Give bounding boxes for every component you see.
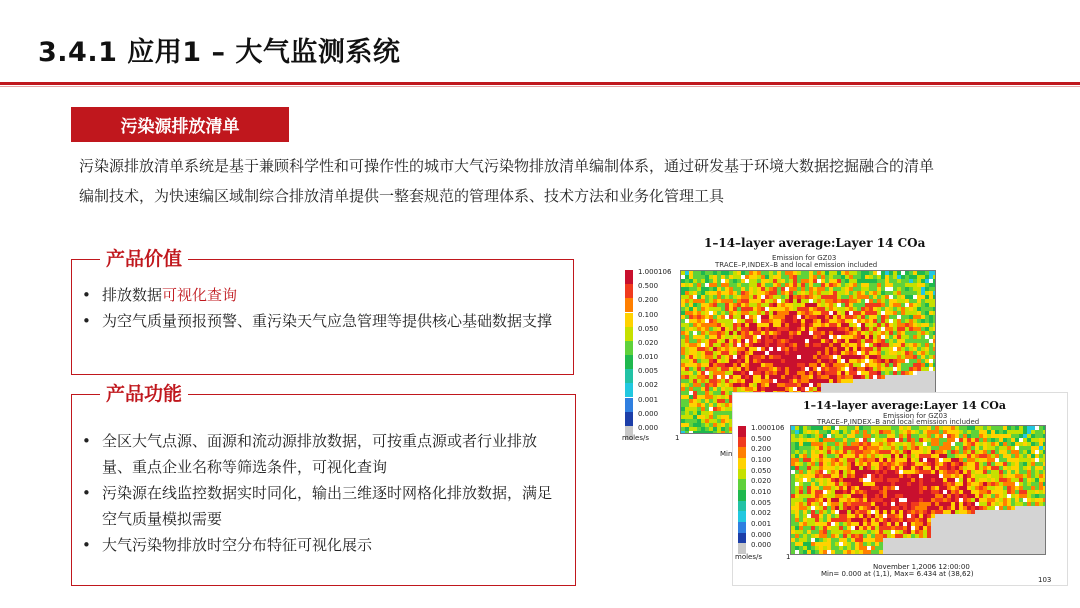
- map-subtitle: Emission for GZ03: [883, 412, 948, 420]
- product-value-list: [78, 282, 564, 334]
- legend-swatch: [625, 398, 633, 412]
- list-item-text: 排放数据: [102, 286, 163, 304]
- legend-swatch: [625, 341, 633, 355]
- legend-label: 0.000: [751, 541, 772, 550]
- legend-swatch: [625, 383, 633, 397]
- legend-swatch: [738, 426, 746, 437]
- legend-label: 0.005: [638, 367, 659, 376]
- axis-label: 1: [675, 434, 680, 442]
- legend-swatch: [625, 412, 633, 426]
- list-item-text: 全区大气点源、面源和流动源排放数据，可按重点源或者行业排放量、重点企业名称等筛选条件，可视化查询: [102, 432, 538, 476]
- legend-label: 0.000: [638, 409, 659, 418]
- legend-label: 1.000106: [751, 424, 785, 432]
- list-item-text: 大气污染物排放时空分布特征可视化展示: [102, 536, 373, 554]
- list-item: [78, 480, 564, 532]
- legend-unit: moles/s: [622, 434, 650, 442]
- legend-unit: moles/s: [735, 553, 763, 561]
- legend-swatch: [625, 327, 633, 341]
- map-subtitle: TRACE–P,INDEX–B and local emission included: [817, 418, 980, 426]
- legend-swatch: [738, 447, 746, 458]
- list-item-text: 污染源在线监控数据实时同化，输出三维逐时网格化排放数据，满足空气质量模拟需要: [102, 484, 553, 528]
- emission-cells: [791, 426, 1045, 554]
- axis-label: 1: [786, 553, 791, 561]
- bullet-icon: •: [82, 484, 91, 502]
- list-item: [78, 532, 564, 558]
- legend-label: 0.002: [751, 509, 772, 518]
- title-divider: [0, 82, 1080, 85]
- legend-label: 0.500: [751, 434, 772, 443]
- legend-swatch: [738, 511, 746, 522]
- legend-swatch: [738, 437, 746, 448]
- legend-swatch: [625, 270, 633, 284]
- legend-label: 0.020: [638, 338, 659, 347]
- map-subtitle: TRACE–P,INDEX–B and local emission included: [715, 261, 878, 269]
- map-subtitle: Emission for GZ03: [772, 254, 837, 262]
- intro-line-1: 污染源排放清单系统是基于兼顾科学性和可操作性的城市大气污染物排放清单编制体系，通过研发基于环境大数据挖掘融合的清单: [79, 157, 935, 175]
- list-item: [78, 308, 564, 334]
- legend-swatch: [625, 369, 633, 383]
- legend-label: 0.010: [751, 488, 772, 496]
- legend-swatch: [738, 533, 746, 544]
- legend-label: 0.002: [638, 381, 659, 390]
- axis-label: Min: [720, 450, 733, 458]
- emission-grid-image: [790, 425, 1046, 555]
- map-footer-minmax: Min= 0.000 at (1,1), Max= 6.434 at (38,62): [821, 570, 974, 578]
- emission-grid-svg: [791, 426, 1045, 554]
- legend-label: 0.001: [638, 395, 659, 404]
- intro-line-2: 编制技术，为快速编区域制综合排放清单提供一整套规范的管理体系、技术方法和业务化管理工具: [79, 187, 725, 205]
- legend-label: 0.000: [751, 530, 772, 539]
- product-value-title: 产品价值: [100, 245, 188, 273]
- legend-swatch: [738, 490, 746, 501]
- legend-label: 0.005: [751, 498, 772, 507]
- bullet-icon: •: [82, 536, 91, 554]
- list-item: [78, 282, 564, 308]
- legend-label: 0.200: [751, 445, 772, 454]
- legend-label: 0.050: [638, 324, 659, 333]
- list-item-text: 为空气质量预报预警、重污染天气应急管理等提供核心基础数据支撑: [102, 312, 553, 330]
- product-function-list: [78, 428, 564, 558]
- legend-swatch: [738, 469, 746, 480]
- map-title: 1–14–layer average:Layer 14 COa: [803, 399, 1006, 412]
- legend-label: 0.010: [638, 353, 659, 361]
- axis-label: 103: [1038, 576, 1052, 584]
- legend-swatch: [625, 298, 633, 312]
- legend-label: 0.001: [751, 520, 772, 528]
- product-value-box: [71, 248, 574, 375]
- page-title: 3.4.1 应用1 – 大气监测系统: [38, 37, 401, 68]
- legend-label: 0.500: [638, 282, 659, 291]
- legend-label: 1.000106: [638, 268, 672, 276]
- emission-map-2: [733, 393, 1067, 585]
- legend-swatch: [738, 522, 746, 533]
- bullet-icon: •: [82, 312, 91, 330]
- legend-label: 0.000: [638, 423, 659, 432]
- legend-label: 0.050: [751, 466, 772, 475]
- map-title: 1–14–layer average:Layer 14 COa: [704, 236, 926, 250]
- section-tag: 污染源排放清单: [71, 107, 289, 142]
- list-item-highlight: 可视化查询: [162, 286, 238, 304]
- title-divider-shadow: [0, 86, 1080, 87]
- legend-swatch: [625, 284, 633, 298]
- legend-swatch: [738, 501, 746, 512]
- list-item: [78, 428, 564, 480]
- legend-label: 0.100: [638, 310, 659, 319]
- legend-label: 0.200: [638, 296, 659, 305]
- legend-label: 0.020: [751, 477, 772, 486]
- legend-swatch: [738, 458, 746, 469]
- legend-swatch: [625, 355, 633, 369]
- intro-paragraph: [79, 151, 999, 211]
- bullet-icon: •: [82, 286, 91, 304]
- legend-swatch: [625, 313, 633, 327]
- bullet-icon: •: [82, 432, 91, 450]
- product-function-box: [71, 383, 576, 586]
- product-function-title: 产品功能: [100, 380, 188, 408]
- legend-swatch: [738, 479, 746, 490]
- map-footer-date: November 1,2006 12:00:00: [873, 563, 970, 571]
- legend-label: 0.100: [751, 456, 772, 464]
